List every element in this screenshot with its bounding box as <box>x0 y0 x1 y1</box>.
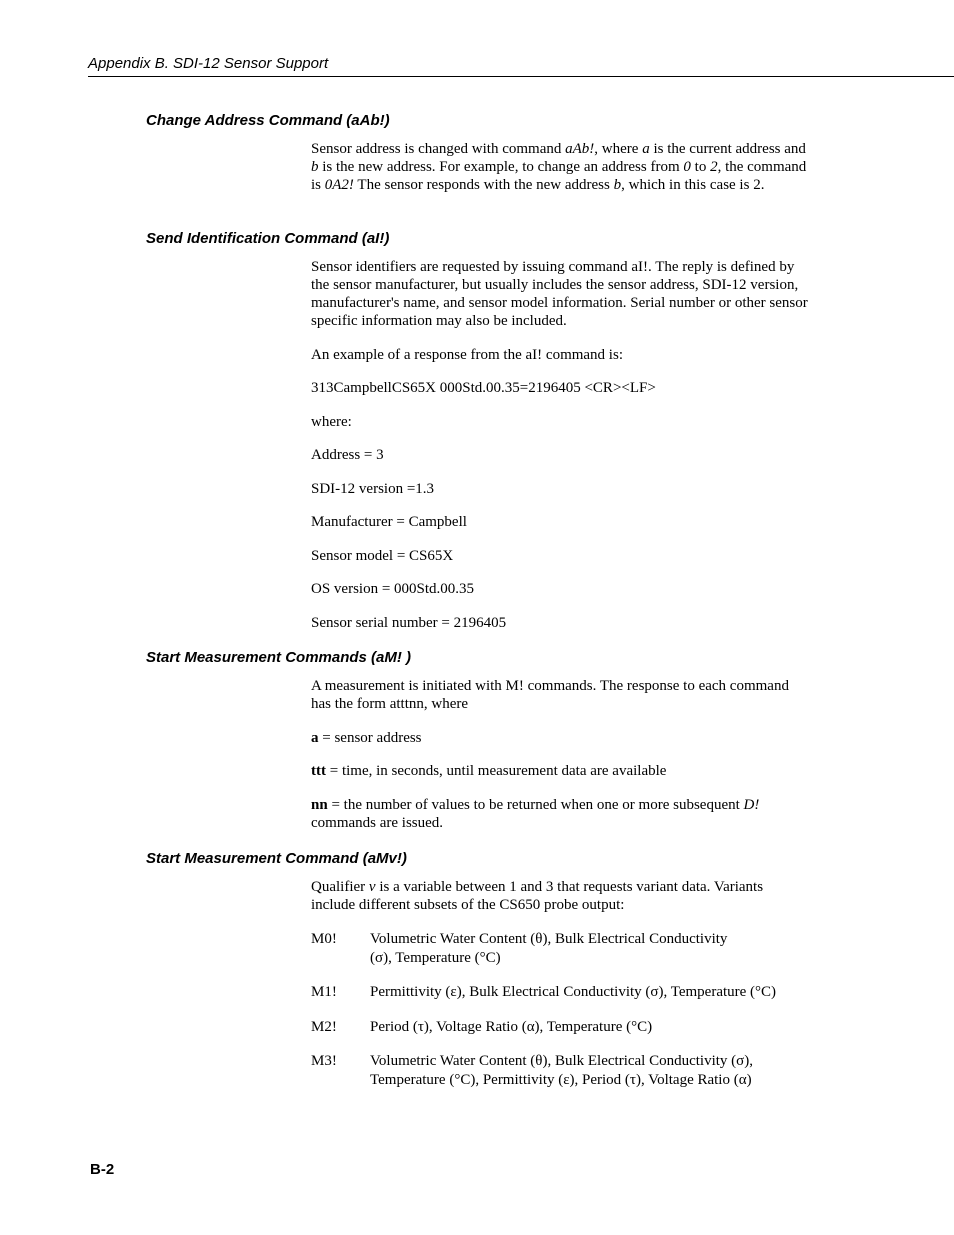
definition-a: a = sensor address <box>311 729 422 746</box>
section-body-change-address <box>311 140 811 194</box>
header-divider <box>88 76 954 77</box>
variant-description: Volumetric Water Content (θ), Bulk Electrical Conductivity (σ), Temperature (°C), Permittivity (ε), Period (τ), Voltage Ratio (α) <box>370 1053 754 1088</box>
section-heading-start-measurement-variant: Start Measurement Command (aMv!) <box>146 850 407 867</box>
variant-description: Permittivity (ε), Bulk Electrical Conductivity (σ), Temperature (°C) <box>370 984 777 1000</box>
running-header: Appendix B. SDI-12 Sensor Support <box>88 55 329 72</box>
send-id-where: where: <box>311 413 352 430</box>
variant-code: M3! <box>311 1053 337 1069</box>
page-number: B-2 <box>90 1161 115 1178</box>
section-body-start-measurement-commands <box>311 677 811 832</box>
change-address-paragraph: Sensor address is changed with command aAb!, where a is the current address and b is the new address. For example, to change an address from 0 to 2, the command is 0A2! The sensor responds with the new address b, which in this case is 2. <box>311 141 807 193</box>
send-id-example-response: 313CampbellCS65X 000Std.00.35=2196405 <CR><LF> <box>311 380 656 396</box>
section-body-start-measurement-variant <box>311 878 807 1090</box>
variant-code: M1! <box>311 984 337 1000</box>
send-id-os-version: OS version = 000Std.00.35 <box>311 581 475 597</box>
section-heading-change-address: Change Address Command (aAb!) <box>146 112 390 129</box>
variant-row <box>311 1018 807 1037</box>
send-id-serial-number: Sensor serial number = 2196405 <box>311 614 507 631</box>
variant-row <box>311 930 807 968</box>
section-body-send-identification <box>311 258 811 632</box>
send-id-paragraph: Sensor identifiers are requested by issuing command aI!. The reply is defined by the sensor manufacturer, but usually includes the sensor address, SDI-12 version, manufacturer's name, and sensor model information. Serial number or other sensor specific information may also be included. <box>311 259 808 329</box>
variant-description: Period (τ), Voltage Ratio (α), Temperature (°C) <box>370 1018 653 1035</box>
variant-row <box>311 1052 807 1090</box>
variant-code: M2! <box>311 1018 337 1035</box>
qualifier-paragraph: Qualifier v is a variable between 1 and 3 that requests variant data. Variants include different subsets of the CS650 probe output: <box>311 879 764 913</box>
send-id-manufacturer: Manufacturer = Campbell <box>311 514 467 530</box>
send-id-sensor-model: Sensor model = CS65X <box>311 547 454 564</box>
variant-description: Volumetric Water Content (θ), Bulk Electrical Conductivity (σ), Temperature (°C) <box>370 930 728 966</box>
send-id-sdi-version: SDI-12 version =1.3 <box>311 480 435 497</box>
section-heading-start-measurement-commands: Start Measurement Commands (aM! ) <box>146 649 412 666</box>
variant-row <box>311 983 807 1002</box>
definition-ttt: ttt = time, in seconds, until measurement data are available <box>311 763 667 779</box>
send-id-example-intro: An example of a response from the aI! command is: <box>311 346 623 363</box>
section-heading-send-identification: Send Identification Command (aI!) <box>146 230 390 247</box>
definition-nn: nn = the number of values to be returned when one or more subsequent D! commands are issued. <box>311 796 760 831</box>
send-id-address: Address = 3 <box>311 447 384 463</box>
start-measurement-paragraph: A measurement is initiated with M! commands. The response to each command has the form atttnn, where <box>311 678 789 712</box>
variant-code: M0! <box>311 930 337 947</box>
